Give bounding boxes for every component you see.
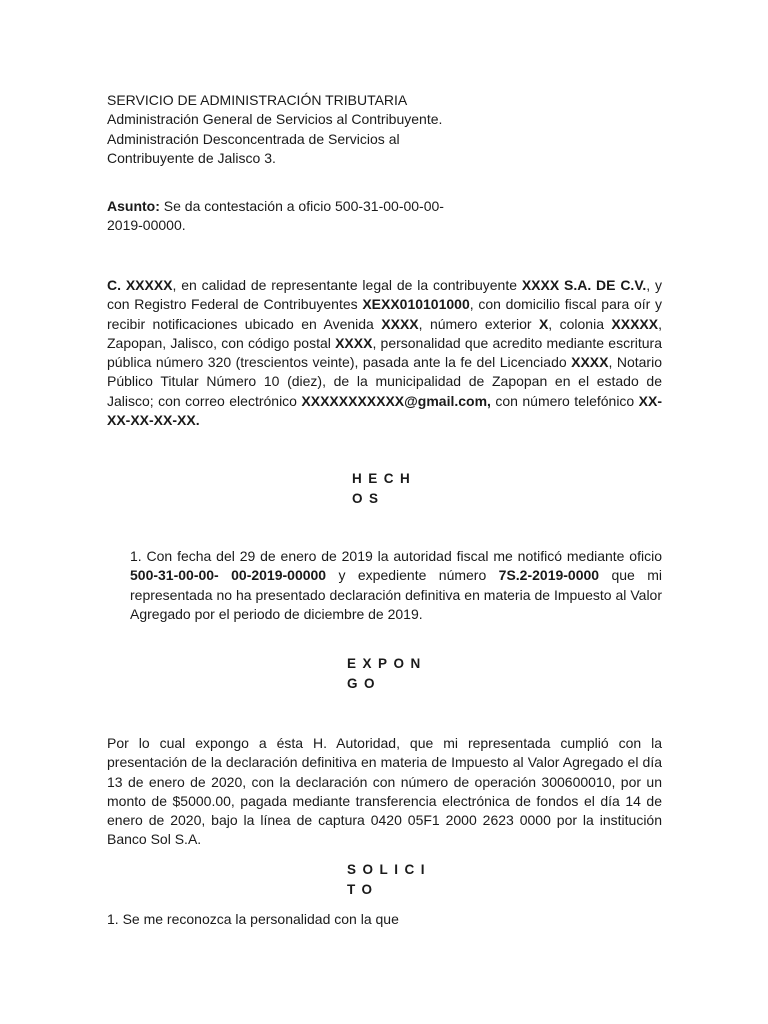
addressee-line: SERVICIO DE ADMINISTRACIÓN TRIBUTARIA — [107, 92, 408, 108]
heading-line: HECH — [352, 471, 417, 486]
notary-name-value: XXXX — [571, 354, 609, 371]
representative-name: C. XXXXX — [107, 277, 173, 293]
addressee-line: Contribuyente de Jalisco 3. — [107, 149, 276, 166]
oficio-number: 500-31-00-00- 00-2019-00000 — [130, 567, 327, 584]
intro-paragraph — [107, 276, 662, 430]
rfc-value: XEXX010101000 — [362, 296, 470, 313]
solicito-heading — [347, 860, 432, 899]
heading-line: SOLICI — [347, 862, 432, 877]
heading-line: GO — [347, 675, 382, 691]
company-name: XXXX S.A. DE C.V. — [521, 277, 647, 293]
addressee-line: Administración General de Servicios al Contribuyente. — [107, 111, 443, 128]
phone-value: XX-XX-XX-XX-XX. — [107, 392, 663, 429]
postal-code-value: XXXX — [335, 334, 373, 351]
intro-text: , en calidad de representante legal de la contribuyente — [172, 277, 522, 293]
intro-text: , colonia — [548, 315, 612, 332]
solicito-item: 1. Se me reconozca la personalidad con la que — [107, 911, 399, 927]
ext-number-value: X — [538, 315, 549, 332]
colonia-value: XXXXX — [611, 315, 659, 332]
intro-text: , con domicilio fiscal para oír y recibir notificaciones ubicado en Avenida — [107, 296, 662, 332]
intro-text: con número telefónico — [490, 392, 639, 409]
hechos-paragraph — [130, 547, 662, 624]
intro-text: , número exterior — [418, 315, 539, 332]
intro-text: , y con Registro Federal de Contribuyentes — [107, 277, 662, 313]
addressee-line: Administración Desconcentrada de Servicios al — [107, 130, 400, 147]
heading-line: TO — [347, 881, 379, 897]
hechos-text: y expediente número — [326, 567, 499, 584]
hechos-text: que mi representada no ha presentado declaración definitiva en materia de Impuesto al Valor Agregado por el periodo de diciembre de 2019. — [130, 567, 662, 622]
expongo-heading — [347, 654, 427, 693]
subject-block — [107, 197, 452, 236]
intro-text: , personalidad que acredito mediante escritura pública número 320 (trescientos veinte), pasada ante la fe del Licenciado — [107, 334, 662, 371]
addressee-block — [107, 91, 467, 168]
expongo-paragraph: Por lo cual expongo a ésta H. Autoridad, que mi representada cumplió con la presentación de la declaración definitiva en materia de Impuesto al Valor Agregado el día 13 de enero de 2020, con la declaración con número de operación 300600010, por un monto de $5000.00, pagada mediante transferencia electrónica de fondos el día 14 de enero de 2020, bajo la línea de captura 0420 05F1 2000 2623 0000 por la institución Banco Sol S.A. — [107, 735, 662, 848]
hechos-text: 1. Con fecha del 29 de enero de 2019 la autoridad fiscal me notificó mediante oficio — [130, 548, 662, 564]
subject-label: Asunto: — [107, 198, 160, 214]
intro-text: , Notario Público Titular Número 10 (diez), de la municipalidad de Zapopan en el estado de Jalisco; con correo electrónico — [107, 354, 662, 409]
subject-text-cont: 2019-00000. — [107, 217, 186, 234]
avenue-value: XXXX — [381, 315, 419, 332]
hechos-heading — [352, 469, 422, 508]
expediente-number: 7S.2-2019-0000 — [498, 567, 600, 584]
email-value: XXXXXXXXXXX@gmail.com, — [301, 392, 491, 409]
heading-line: EXPON — [347, 656, 427, 671]
heading-line: OS — [352, 490, 385, 506]
subject-text: Se da contestación a oficio 500-31-00-00-00- — [159, 198, 444, 214]
intro-text: , Zapopan, Jalisco, con código postal — [107, 315, 662, 351]
